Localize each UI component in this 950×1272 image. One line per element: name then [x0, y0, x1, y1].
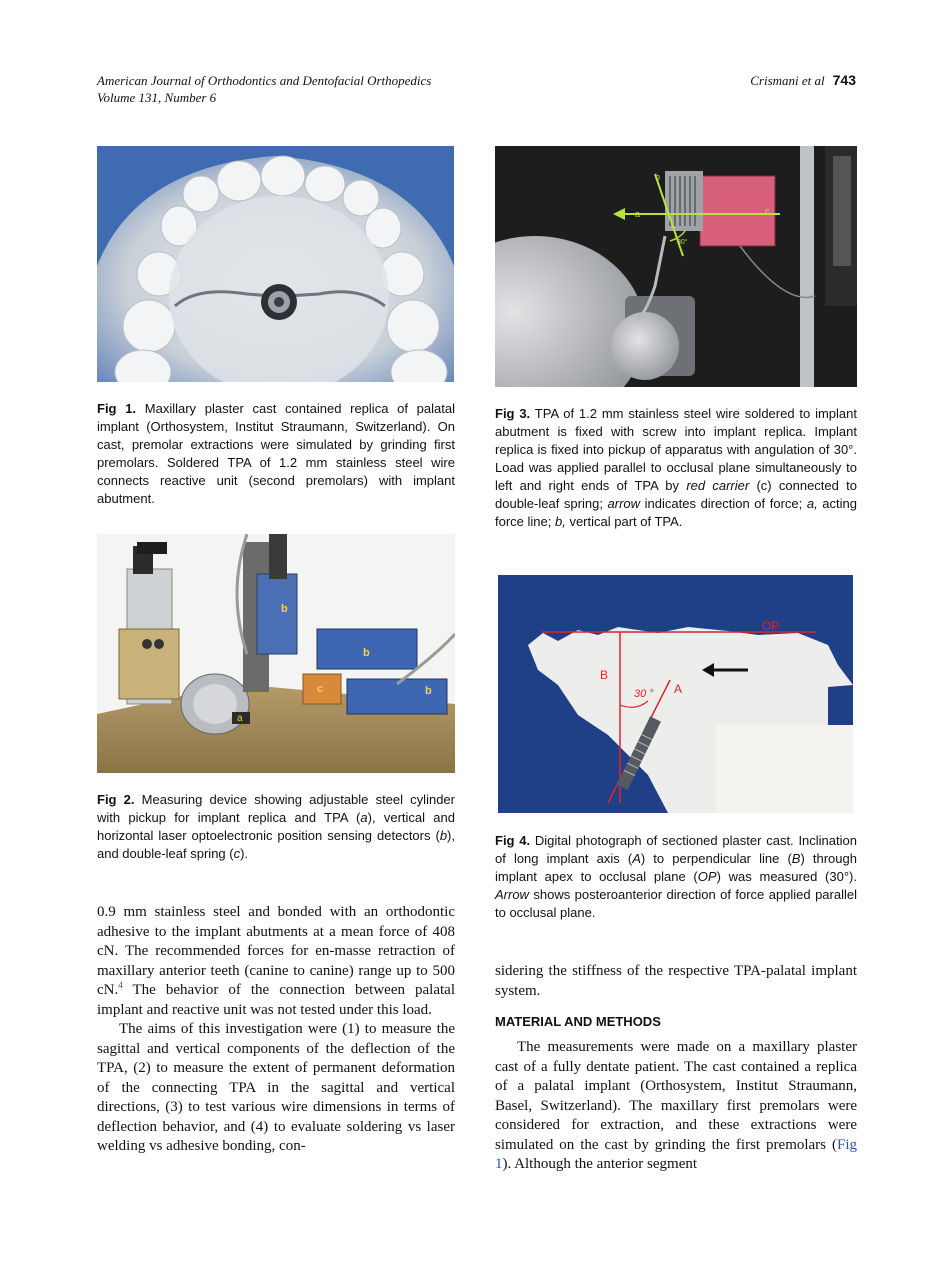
fig3-label-angle: 30° — [677, 239, 688, 246]
figure-1-photo — [97, 146, 454, 382]
figure-2-label: Fig 2. — [97, 792, 135, 807]
figure-3-caption-part: TPA of 1.2 mm stainless steel wire soldered to implant abutment is fixed with screw into implant replica. Implant replica is fixed into pickup of apparatus with angulation of 30°. Load was applied parallel to occlusal plane simultaneously to left and right ends of TPA by — [495, 406, 857, 493]
figure-1-label: Fig 1. — [97, 401, 137, 416]
fig2-label-a: a — [237, 713, 243, 724]
figure-4-caption — [495, 832, 857, 922]
figure-4-caption-ref-op: OP — [697, 869, 717, 884]
reference-link[interactable]: 4 — [118, 980, 123, 990]
figure-4-caption-part: ) was measured (30°). — [716, 869, 857, 884]
figure-2-caption-part: ). — [240, 846, 249, 861]
fig4-label-a: A — [674, 682, 683, 696]
fig2-label-b-vertical: b — [281, 603, 288, 615]
fig3-label-b: b — [655, 172, 661, 182]
author-names: Crismani et al — [750, 73, 825, 88]
body-paragraph: sidering the stiffness of the respective TPA-palatal implant system. — [495, 963, 857, 999]
figure-4-photo — [498, 575, 853, 813]
figure-2-caption-ref-b: b — [439, 828, 448, 843]
figure-3-caption-arrow: arrow — [607, 496, 641, 511]
figure-1-caption-text: Maxillary plaster cast contained replica of palatal implant (Orthosystem, Institut Straumann, Switzerland). On cast, premolar extractions were simulated by grinding first premolars. Soldered TPA of 1.2 mm stainless steel wire connects reactive unit (second premolars) with implant abutment. — [97, 401, 455, 506]
body-text-left — [97, 903, 455, 1157]
running-header-right — [600, 72, 856, 89]
figure-2-caption-part: ), and double-leaf spring ( — [97, 828, 455, 861]
body-text-right-methods — [495, 1038, 857, 1175]
figure-2-caption-part: Measuring device showing adjustable steel cylinder with pickup for implant replica and TPA ( — [97, 792, 455, 825]
figure-2-photo — [97, 534, 455, 773]
page-number: 743 — [832, 72, 856, 88]
figure-3-caption-ref-a: a, — [806, 496, 818, 511]
fig3-label-c: c — [765, 206, 770, 216]
figure-3-caption-part: acting force line; — [495, 496, 857, 529]
figure-2-caption-part: ), vertical and horizontal laser optoelectronic position sensing detectors ( — [97, 810, 455, 843]
body-text-right — [495, 962, 857, 1001]
body-text-span: 0.9 mm stainless steel and bonded with an orthodontic adhesive to the implant abutments at a mean force of 408 cN. The recommended forces for en-masse retraction of maxillary anterior teeth (canine to canine) range up to 500 cN. — [97, 904, 455, 998]
fig3-label-a: a — [635, 209, 641, 219]
body-paragraph: The aims of this investigation were (1) to measure the sagittal and vertical components of the deflection of the TPA, (2) to measure the extent of permanent deformation of the connecting TPA in the sagittal and vertical directions, (3) to test various wire dimensions in terms of deflection behavior, and (4) to evaluate soldering vs laser welding vs adhesive bonding, con- — [97, 1021, 455, 1154]
fig2-label-b-horizontal-2: b — [425, 685, 432, 697]
fig4-label-angle: 30 ° — [634, 688, 654, 700]
figure-4-caption-part: ) to perpendicular line ( — [640, 851, 792, 866]
body-text-span: ). Although the anterior segment — [502, 1156, 698, 1172]
body-paragraph — [495, 1038, 857, 1175]
running-header-left — [97, 72, 431, 106]
figure-1-caption — [97, 400, 455, 508]
figure-3-caption-part: indicates direction of force; — [640, 496, 807, 511]
figure-2-caption — [97, 791, 455, 863]
section-heading: MATERIAL AND METHODS — [495, 1014, 661, 1029]
figure-4-caption-ref-b: B — [791, 851, 801, 866]
body-paragraph — [97, 903, 455, 1020]
figure-link[interactable]: Fig 1 — [495, 1136, 857, 1172]
figure-4-caption-part: shows posteroanterior direction of force applied parallel to occlusal plane. — [495, 887, 857, 920]
figure-2-caption-ref-c: c — [233, 846, 241, 861]
figure-3-label: Fig 3. — [495, 406, 531, 421]
figure-4-caption-part: ) through implant apex to occlusal plane ( — [495, 851, 857, 884]
fig4-label-b: B — [600, 668, 609, 682]
figure-3-caption-ref-b: b, — [554, 514, 566, 529]
figure-3-caption-red-carrier: red carrier — [686, 478, 750, 493]
figure-3-caption — [495, 405, 857, 531]
fig2-label-b-horizontal-1: b — [363, 647, 370, 659]
figure-3-photo — [495, 146, 857, 387]
fig2-label-c: c — [317, 683, 324, 695]
figure-4-caption-arrow: Arrow — [495, 887, 529, 902]
body-text-span: The measurements were made on a maxillary plaster cast of a fully dentate patient. The cast contained a replica of a palatal implant (Orthosystem, Institut Straumann, Basel, Switzerland). The maxillary first premolars were considered for extraction, and these extractions were simulated on the cast by grinding the first premolars ( — [495, 1039, 857, 1153]
figure-3-caption-part: (c) connected to double-leaf spring; — [495, 478, 857, 511]
figure-2-caption-ref-a: a — [360, 810, 368, 825]
figure-4-label: Fig 4. — [495, 833, 531, 848]
body-text-span: The behavior of the connection between palatal implant and reactive unit was not tested under this load. — [97, 982, 455, 1018]
journal-title: American Journal of Orthodontics and Dentofacial Orthopedics — [97, 73, 432, 88]
figure-4-caption-part: Digital photograph of sectioned plaster cast. Inclination of long implant axis ( — [495, 833, 857, 866]
journal-volume: Volume 131, Number 6 — [97, 90, 217, 105]
fig4-label-op: OP — [762, 619, 780, 633]
figure-3-caption-part: vertical part of TPA. — [565, 514, 683, 529]
figure-4-caption-ref-a: A — [632, 851, 641, 866]
